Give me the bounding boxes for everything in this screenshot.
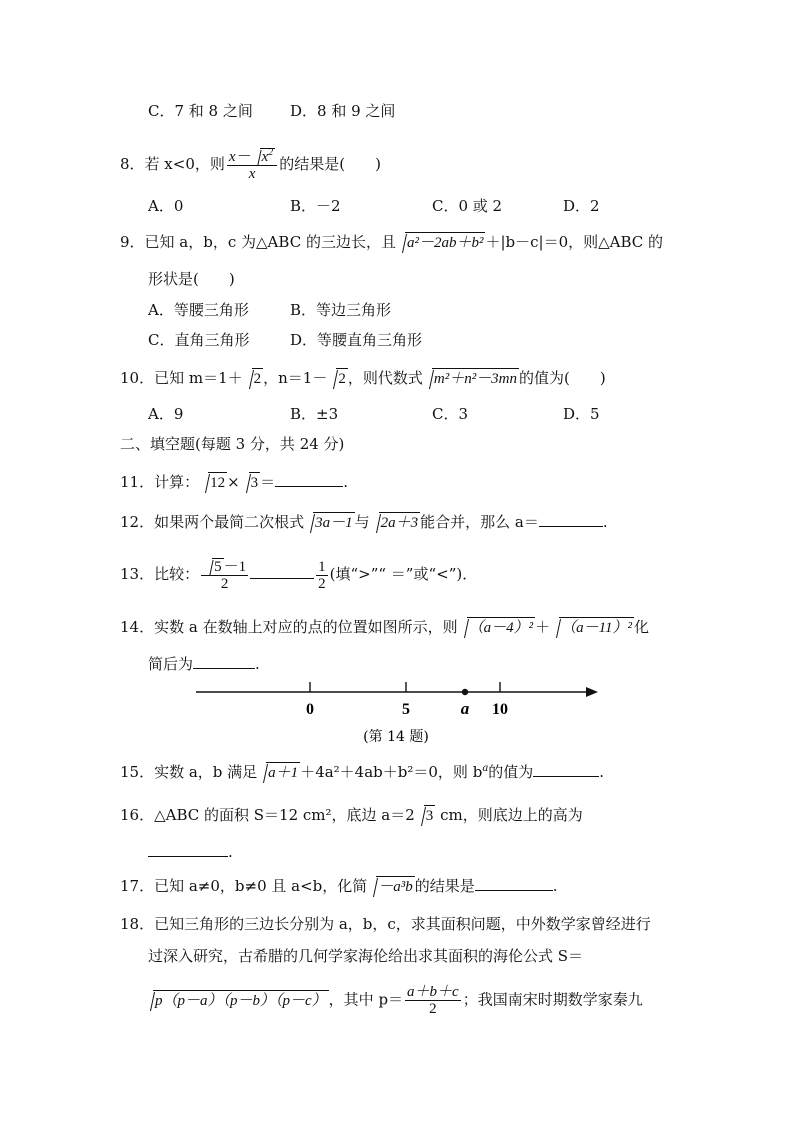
q15-sqrt	[258, 762, 300, 783]
tick-label-10: 10	[492, 701, 508, 718]
q11-equals: ＝	[260, 473, 276, 491]
q9-option-d: D．等腰直角三角形	[290, 331, 423, 349]
q8-denominator: x	[248, 166, 256, 182]
q8-option-a: A．0	[148, 197, 184, 215]
q16-line1: 16．△ABC 的面积 S＝12 cm²，底边 a＝2	[120, 806, 415, 824]
q10-suffix: 的值为( )	[519, 369, 606, 387]
q18-line1: 18．已知三角形的三边长分别为 a，b，c，求其面积问题，中外数学家曾经进行	[120, 915, 651, 933]
q18-sqrt	[145, 990, 329, 1011]
q7-option-c: C．7 和 8 之间	[148, 102, 253, 120]
section-2-heading: 二、填空题(每题 3 分，共 24 分)	[120, 435, 345, 453]
number-line-figure	[190, 670, 610, 750]
q8-num-radicand: x	[261, 149, 269, 165]
q14-radicand-1: （a－4）²	[467, 617, 536, 638]
q13-answer-blank[interactable]	[250, 564, 314, 579]
question-16	[120, 805, 583, 826]
q13-prefix: 13．比较：	[120, 565, 200, 583]
point-a	[462, 689, 468, 695]
q14-sqrt-2	[551, 617, 634, 638]
question-15	[120, 762, 604, 783]
number-line-arrow-icon	[586, 687, 598, 697]
q13-frac2-den: 2	[318, 575, 326, 592]
q15-suffix: 的值为	[488, 763, 534, 781]
q8-suffix: 的结果是( )	[279, 155, 381, 173]
q9-radicand: a²－2ab＋b²	[405, 232, 486, 253]
tick-label-0: 0	[306, 701, 314, 718]
q11-radicand-1: 12	[208, 472, 227, 493]
question-14	[120, 617, 649, 638]
question-10	[120, 368, 606, 389]
question-8	[120, 148, 381, 182]
q10-radicand-3: m²＋n²－3mn	[432, 368, 519, 389]
q15-radicand: a＋1	[266, 762, 300, 783]
q9-line1-prefix: 9．已知 a，b，c 为△ABC 的三边长，且	[120, 233, 396, 251]
q8-option-d: D．2	[563, 197, 600, 215]
q12-mid: 与	[354, 513, 370, 531]
q10-sqrt-1	[244, 368, 264, 389]
q10-option-c: C．3	[432, 405, 469, 423]
q13-num-rest: －1	[223, 559, 247, 575]
question-9	[120, 232, 663, 253]
q13-num-sqrt	[204, 558, 224, 575]
q12-sqrt-1	[305, 512, 355, 533]
q12-radicand-1: 3a－1	[313, 512, 355, 533]
q16-answer-blank[interactable]	[148, 842, 228, 857]
q12-suffix: 能合并，那么 a＝	[420, 513, 539, 531]
q14-line1-suffix: 化	[633, 618, 649, 636]
q10-option-b: B．±3	[290, 405, 339, 423]
q16-radicand: 3	[424, 805, 436, 826]
q13-fraction-1	[201, 558, 248, 592]
q15-exponent: a	[482, 763, 489, 774]
q15-rest: ＋4a²＋4ab＋b²＝0，则 b	[300, 763, 483, 781]
q17-radicand: －a³b	[376, 876, 415, 897]
q13-fraction-2	[316, 559, 328, 592]
q14-line2-prefix: 简后为	[148, 655, 194, 673]
q12-answer-blank[interactable]	[539, 512, 603, 527]
question-11	[120, 472, 348, 493]
q14-plus: ＋	[535, 618, 551, 636]
q12-prefix: 12．如果两个最简二次根式	[120, 513, 305, 531]
q11-prefix: 11．计算：	[120, 473, 200, 491]
q18-suffix: ；我国南宋时期数学家秦九	[462, 990, 643, 1009]
q9-line1-suffix: ＋|b－c|＝0，则△ABC 的	[485, 233, 664, 251]
point-label-a: a	[460, 699, 470, 718]
q11-sqrt-2	[241, 472, 261, 493]
q12-radicand-2: 2a＋3	[379, 512, 421, 533]
question-13	[120, 558, 477, 592]
q17-answer-blank[interactable]	[475, 876, 553, 891]
q8-prefix: 8．若 x<0，则	[120, 155, 225, 173]
q10-sqrt-2	[328, 368, 348, 389]
q13-den: 2	[220, 576, 229, 592]
q17-prefix: 17．已知 a≠0，b≠0 且 a<b，化简	[120, 877, 368, 895]
q13-num-radicand: 5	[214, 559, 222, 575]
q11-end: .	[343, 473, 348, 491]
tick-label-5: 5	[402, 701, 410, 718]
q14-line1-prefix: 14．实数 a 在数轴上对应的点的位置如图所示，则	[120, 618, 458, 636]
q18-frac-num: a＋b＋c	[407, 984, 459, 1000]
q17-end: .	[552, 877, 558, 895]
q15-answer-blank[interactable]	[533, 762, 599, 777]
q8-num-left: x－	[228, 149, 251, 165]
q18-line2: 过深入研究，古希腊的几何学家海伦给出求其面积的海伦公式 S＝	[148, 947, 584, 965]
q12-sqrt-2	[371, 512, 421, 533]
q10-option-a: A．9	[148, 405, 184, 423]
question-12	[120, 512, 608, 533]
q8-fraction	[227, 148, 277, 182]
q14-radicand-2: （a－11）²	[559, 617, 634, 638]
q10-mid: ，n＝1－	[263, 369, 328, 387]
q10-radicand-2: 2	[336, 368, 348, 389]
q11-times: ×	[227, 473, 240, 491]
q18-frac-den: 2	[429, 1001, 437, 1017]
q16-line1-suffix: cm，则底边上的高为	[435, 806, 583, 824]
figure-caption: (第 14 题)	[363, 729, 429, 745]
q18-fraction	[405, 984, 461, 1017]
q10-radicand-1: 2	[252, 368, 264, 389]
q13-frac2-num: 1	[318, 558, 326, 575]
q14-sqrt-1	[459, 617, 536, 638]
q16-end: .	[228, 843, 233, 861]
q10-mid2: ，则代数式	[347, 369, 423, 387]
q16-sqrt	[416, 805, 436, 826]
q9-option-b: B．等边三角形	[290, 301, 392, 319]
q10-prefix: 10．已知 m＝1＋	[120, 369, 243, 387]
q14-line2-end: .	[255, 655, 260, 673]
q17-suffix: 的结果是	[414, 877, 475, 895]
q11-radicand-2: 3	[249, 472, 261, 493]
q8-num-exp: 2	[268, 147, 274, 158]
q16-line2	[148, 842, 233, 862]
q13-suffix: (填“>”“ ＝”或“<”)．	[329, 565, 478, 583]
q8-num-sqrt	[252, 148, 276, 165]
q9-sqrt	[397, 232, 486, 253]
q10-option-d: D．5	[563, 405, 600, 423]
q12-end: .	[602, 513, 608, 531]
q14-answer-blank[interactable]	[193, 654, 255, 669]
q8-option-c: C．0 或 2	[432, 197, 503, 215]
q10-sqrt-3	[424, 368, 519, 389]
q17-sqrt	[368, 876, 415, 897]
q15-prefix: 15．实数 a，b 满足	[120, 763, 258, 781]
q11-sqrt-1	[200, 472, 227, 493]
question-17	[120, 876, 558, 897]
q18-line3	[144, 984, 643, 1017]
q8-option-b: B．－2	[290, 197, 341, 215]
q9-option-c: C．直角三角形	[148, 331, 250, 349]
q7-option-d: D．8 和 9 之间	[290, 102, 396, 120]
q15-end: .	[599, 763, 605, 781]
q9-option-a: A．等腰三角形	[148, 301, 249, 319]
q9-line2: 形状是( )	[148, 270, 235, 288]
q18-radicand: p（p－a）（p－b）（p－c）	[153, 990, 329, 1011]
q18-mid: ，其中 p＝	[328, 990, 404, 1009]
q11-answer-blank[interactable]	[275, 472, 343, 487]
